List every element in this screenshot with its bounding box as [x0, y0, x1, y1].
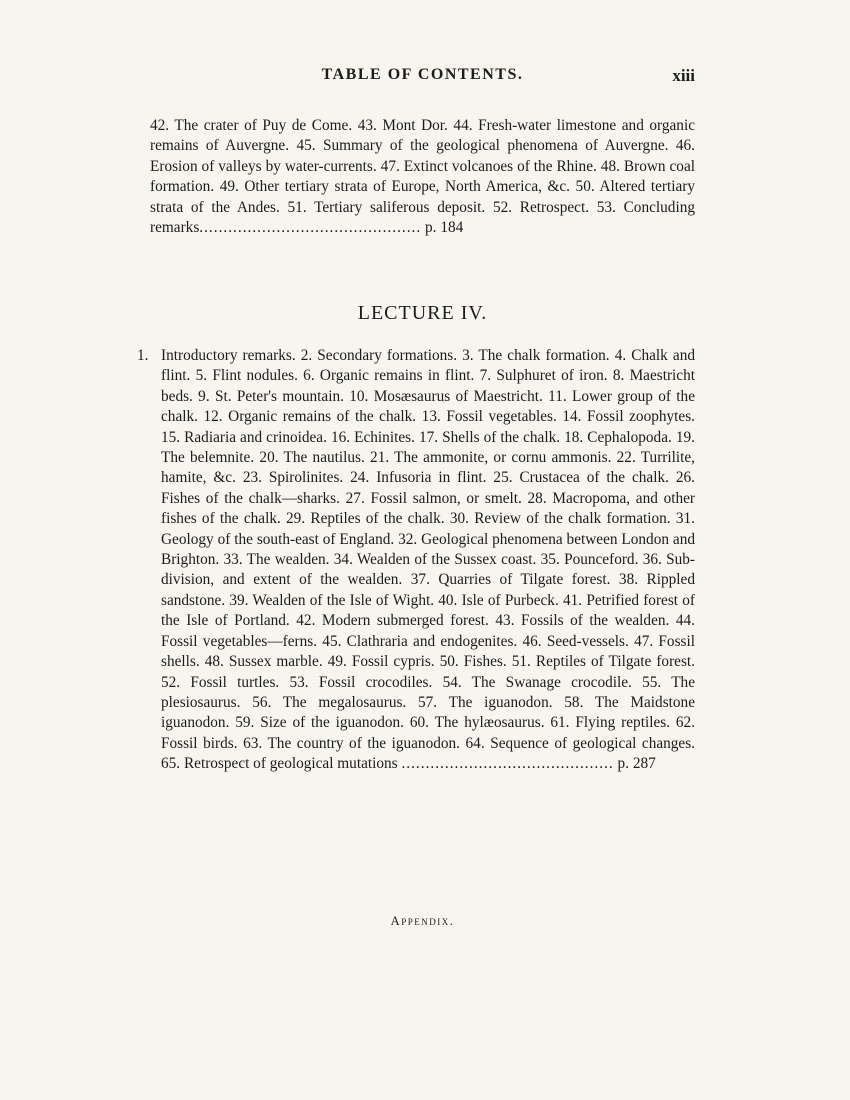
first-item-number: 1.: [137, 347, 149, 364]
appendix-heading: Appendix.: [390, 914, 455, 928]
dot-leader: ..............................................: [199, 219, 422, 237]
lecture-contents-block: [137, 346, 695, 775]
continued-contents-block: [150, 116, 695, 238]
running-title: TABLE OF CONTENTS.: [321, 66, 524, 83]
page-number: xiii: [672, 66, 695, 85]
lecture-heading: LECTURE IV.: [357, 302, 488, 324]
dot-leader: ............................................: [401, 755, 614, 773]
contents-text: Introductory remarks. 2. Secondary formations. 3. The chalk formation. 4. Chalk and flint. 5. Flint nodules. 6. Organic remains in flint. 7. Sulphuret of iron. 8. Maestricht beds. 9. St. Peter's mountain. 10. Mosæsaurus of Maestricht. 11. Lower group of the chalk. 12. Organic remains of the chalk. 13. Fossil vegetables. 14. Fossil zoophytes. 15. Radiaria and crinoidea. 16. Echinites. 17. Shells of the chalk. 18. Cephalopoda. 19. The belemnite. 20. The nautilus. 21. The ammonite, or cornu ammonis. 22. Turrilite, hamite, &c. 23. Spirolinites. 24. Infusoria in flint. 25. Crustacea of the chalk. 26. Fishes of the chalk—sharks. 27. Fossil salmon, or smelt. 28. Macropoma, and other fishes of the chalk. 29. Reptiles of the chalk. 30. Review of the chalk formation. 31. Geology of the south-east of England. 32. Geological phenomena between London and Brighton. 33. The wealden. 34. Wealden of the Sussex coast. 35. Pounceford. 36. Sub-division, and extent of the wealden. 37. Quarries of Tilgate forest. 38. Rippled sandstone. 39. Wealden of the Isle of Wight. 40. Isle of Purbeck. 41. Petrified forest of the Isle of Portland. 42. Modern submerged forest. 43. Fossils of the wealden. 44. Fossil vegetables—ferns. 45. Clathraria and endogenites. 46. Seed-vessels. 47. Fossil shells. 48. Sussex marble. 49. Fossil cypris. 50. Fishes. 51. Reptiles of Tilgate forest. 52. Fossil turtles. 53. Fossil crocodiles. 54. The Swanage crocodile. 55. The plesiosaurus. 56. The megalosaurus. 57. The iguanodon. 58. The Maidstone iguanodon. 59. Size of the iguanodon. 60. The hylæosaurus. 61. Flying reptiles. 62. Fossil birds. 63. The country of the iguanodon. 64. Sequence of geological changes. 65. Retrospect of geological mutations: [161, 347, 695, 773]
contents-paragraph: [161, 346, 695, 775]
contents-paragraph: [150, 116, 695, 238]
contents-text: 42. The crater of Puy de Come. 43. Mont Dor. 44. Fresh-water limestone and organic remains of Auvergne. 45. Summary of the geological phenomena of Auvergne. 46. Erosion of valleys by water-currents. 47. Extinct volcanoes of the Rhine. 48. Brown coal formation. 49. Other tertiary strata of Europe, North America, &c. 50. Altered tertiary strata of the Andes. 51. Tertiary saliferous deposit. 52. Retrospect. 53. Concluding remarks: [150, 117, 695, 237]
page-reference: p. 184: [425, 219, 464, 237]
running-head: [150, 66, 695, 92]
page-reference: p. 287: [617, 755, 656, 773]
